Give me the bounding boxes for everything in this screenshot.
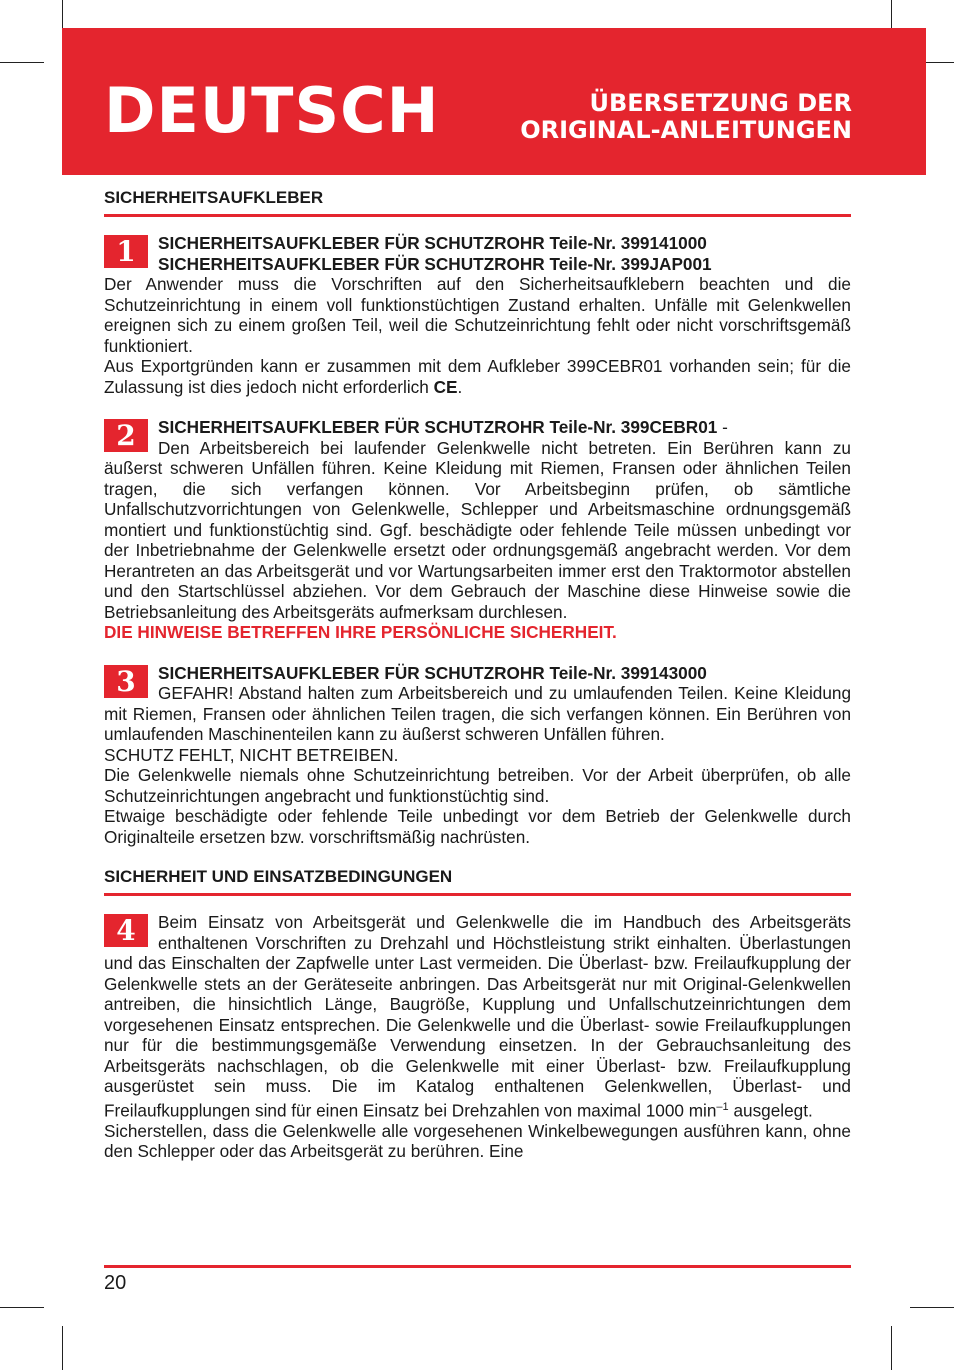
crop-mark bbox=[891, 1326, 892, 1370]
safety-item-2 bbox=[104, 417, 851, 643]
crop-mark bbox=[0, 62, 44, 63]
item-heading: SICHERHEITSAUFKLEBER FÜR SCHUTZROHR Teile-Nr. 399JAP001 bbox=[158, 253, 712, 274]
superscript: –1 bbox=[716, 1100, 729, 1113]
crop-mark bbox=[0, 1307, 44, 1308]
page-content bbox=[104, 186, 851, 1162]
item-number-badge: 1 bbox=[104, 235, 148, 268]
item-heading: SICHERHEITSAUFKLEBER FÜR SCHUTZROHR Teile-Nr. 399143000 bbox=[158, 662, 707, 683]
safety-item-4 bbox=[104, 912, 851, 1162]
item-heading bbox=[104, 417, 851, 438]
language-title: DEUTSCH bbox=[104, 74, 440, 147]
section-title: SICHERHEITSAUFKLEBER bbox=[104, 186, 851, 217]
item-heading: SICHERHEITSAUFKLEBER FÜR SCHUTZROHR Teile-Nr. 399141000 bbox=[158, 233, 707, 253]
item-text: GEFAHR! Abstand halten zum Arbeitsbereich und zu umlaufenden Teilen. Keine Kleidung mit Riemen, Fransen oder ähnlichen Teilen tragen, die sich verfangen können. Ein Berühren von umlaufenden Maschinenteilen kann zu äußerst schweren Unfällen führen. bbox=[104, 683, 851, 744]
warning-text: DIE HINWEISE BETREFFEN IHRE PERSÖNLICHE SICHERHEIT. bbox=[104, 622, 617, 642]
footer-divider bbox=[104, 1265, 851, 1268]
item-text bbox=[104, 356, 851, 397]
header-subtitle bbox=[520, 90, 852, 144]
crop-mark bbox=[62, 1326, 63, 1370]
item-text: Die Gelenkwelle niemals ohne Schutzeinrichtung betreiben. Vor der Arbeit überprüfen, ob alle Schutzeinrichtungen angebracht und funktionstüchtig sind. bbox=[104, 765, 851, 806]
header-banner bbox=[62, 28, 926, 175]
item-text bbox=[104, 912, 851, 1121]
item-text: Den Arbeitsbereich bei laufender Gelenkwelle nicht betreten. Ein Berühren kann zu äußerst schweren Unfällen führen. Keine Kleidung mit Riemen, Fransen oder ähnlichen Teilen tragen, die sich verfangen können. Vor Arbeitsbeginn prüfen, ob sämtliche Unfallschutzvorrichtungen von Gelenkwelle, Schlepper und Arbeitsmaschine ordnungsgemäß montiert und funktionstüchtig sind. Ggf. beschädigte oder fehlende Teile müssen unbedingt vor der Inbetriebnahme der Gelenkwelle ersetzt oder ordnungsgemäß angebracht werden. Vor dem Herantreten an das Arbeitsgerät und vor Wartungsarbeiten immer erst den Traktormotor abstellen und den Startschlüssel abziehen. Vor dem Gebrauch der Maschine diese Hinweise sowie die Betriebsanleitung des Arbeitsgeräts aufmerksam durchlesen. bbox=[104, 437, 851, 622]
item-text-span: Aus Exportgründen kann er zusammen mit dem Aufkleber 399CEBR01 vorhanden sein; für die Zulassung ist dies jedoch nicht erforderlich bbox=[104, 356, 851, 397]
item-text: Der Anwender muss die Vorschriften auf den Sicherheitsaufklebern beachten und die Schutzeinrichtung in einem voll funktionstüchtigen Zustand erhalten. Unfälle mit Gelenkwellen ereignen sich zu einem großen Teil, weil die Schutzeinrichtung fehlt oder nicht vorschriftsgemäß funktioniert. bbox=[104, 274, 851, 356]
subtitle-line: ORIGINAL-ANLEITUNGEN bbox=[520, 116, 852, 144]
crop-mark bbox=[910, 1307, 954, 1308]
page-number: 20 bbox=[104, 1272, 127, 1294]
item-text: Sicherstellen, dass die Gelenkwelle alle vorgesehenen Winkelbewegungen ausführen kann, ohne den Schlepper oder das Arbeitsgerät zu berühren. Eine bbox=[104, 1120, 851, 1162]
safety-item-3 bbox=[104, 663, 851, 848]
section-title: SICHERHEIT UND EINSATZBEDINGUNGEN bbox=[104, 865, 851, 896]
item-text-end: ausgelegt. bbox=[728, 1100, 813, 1121]
item-text-end: . bbox=[457, 376, 463, 397]
subtitle-line: ÜBERSETZUNG DER bbox=[589, 89, 852, 117]
item-number-badge: 2 bbox=[104, 419, 148, 452]
heading-separator: - bbox=[717, 417, 728, 437]
item-heading-text: SICHERHEITSAUFKLEBER FÜR SCHUTZROHR Teile-Nr. 399CEBR01 bbox=[158, 417, 718, 437]
ce-mark-icon: CE bbox=[433, 376, 458, 397]
safety-item-1 bbox=[104, 233, 851, 397]
item-number-badge: 4 bbox=[104, 914, 148, 947]
item-text: SCHUTZ FEHLT, NICHT BETREIBEN. bbox=[104, 744, 399, 765]
item-number-badge: 3 bbox=[104, 665, 148, 698]
item-text-span: Beim Einsatz von Arbeitsgerät und Gelenkwelle die im Handbuch des Arbeitsgeräts enthaltenen Vorschriften zu Drehzahl und Höchstleistung strikt einhalten. Überlastungen und das Einschalten der Zapfwelle unter Last vermeiden. Die Überlast- bzw. Freilaufkupplung der Gelenkwelle stets an der Geräteseite anbringen. Das Arbeitsgerät nur mit Original-Gelenkwellen antreiben, die hinsichtlich Länge, Baugröße, Kupplung und Unfallschutzeinrichtungen dem vorgesehenen Einsatz entsprechen. Die Gelenkwelle und die Überlast- sowie Freilaufkupplungen nur für die bestimmungsgemäße Verwendung einsetzen. In der Gebrauchsanleitung des Arbeitsgeräts nachschlagen, ob die Gelenkwelle mit einer Überlast- bzw. Freilaufkupplung ausgerüstet sein muss. Die im Katalog enthaltenen Gelenkwellen, Überlast- und Freilaufkupplungen sind für einen Einsatz bei Drehzahlen von maximal 1000 min bbox=[104, 912, 851, 1121]
item-text: Etwaige beschädigte oder fehlende Teile unbedingt vor dem Betrieb der Gelenkwelle durch Originalteile ersetzen bzw. vorschriftsmäßig nachrüsten. bbox=[104, 806, 851, 847]
